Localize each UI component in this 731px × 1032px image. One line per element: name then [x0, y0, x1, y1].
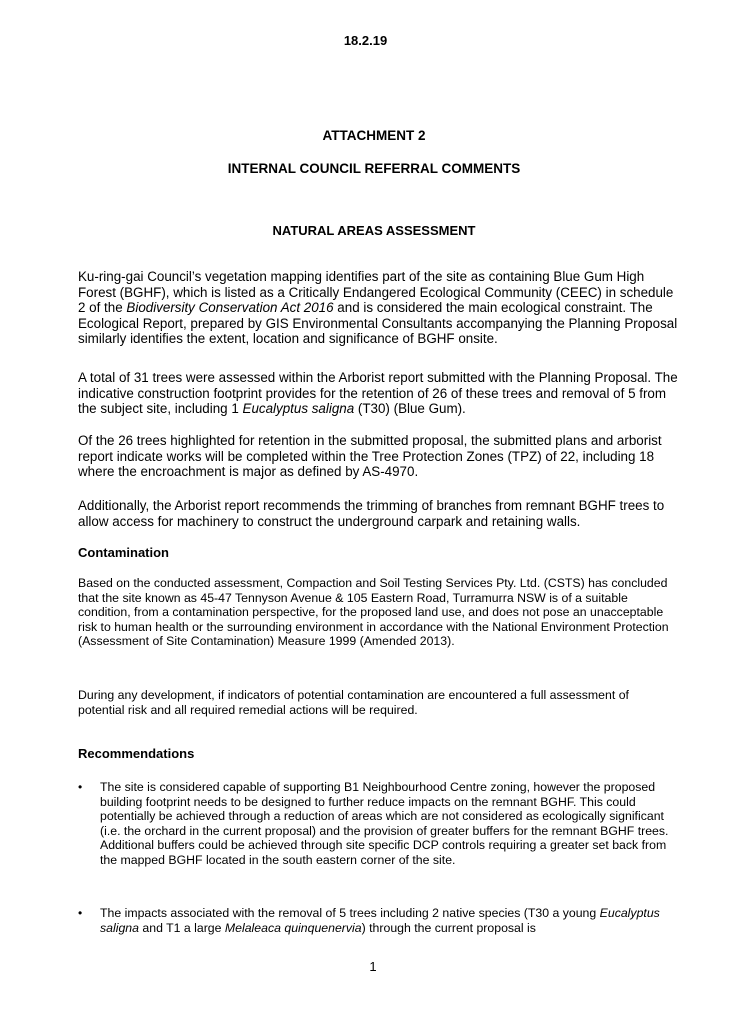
page-number: 1	[369, 959, 377, 974]
species-name: Eucalyptus saligna	[100, 906, 660, 935]
paragraph-branch-trimming: Additionally, the Arborist report recommends the trimming of branches from remnant BGHF trees to allow access for machinery to construct the underground carpark and retaining walls.	[78, 498, 665, 529]
bullet-icon: •	[78, 780, 83, 794]
attachment-title: ATTACHMENT 2	[322, 128, 426, 143]
list-item-text	[100, 906, 678, 935]
paragraph-text: and is considered the main ecological constraint. The Ecological Report, prepared by GIS Environmental Consultants accompanying the Planning Proposal similarly identifies the extent, location and significance of BGHF onsite.	[78, 300, 678, 347]
list-item-text-part: ) through the current proposal is	[361, 920, 536, 935]
paragraph-tree-retention: Of the 26 trees highlighted for retention in the submitted proposal, the submitted plans and arborist report indicate works will be completed within the Tree Protection Zones (TPZ) of 22, including 18 where the encroachment is major as defined by AS-4970.	[78, 433, 662, 480]
paragraph-contamination-development: During any development, if indicators of potential contamination are encountered a full assessment of potential risk and all required remedial actions will be required.	[78, 688, 629, 717]
recommendations-heading: Recommendations	[78, 746, 195, 761]
list-item-text-part: and T1 a large	[138, 920, 225, 935]
paragraph-vegetation-mapping	[78, 269, 678, 347]
paragraph-text: Ku-ring-gai Council’s vegetation mapping identifies part of the site as containing Blue Gum High Forest (BGHF), which is listed as a Critically Endangered Ecological Community (CEEC) in schedule 2 of the	[78, 269, 674, 316]
section-title: NATURAL AREAS ASSESSMENT	[272, 223, 476, 238]
paragraph-text: A total of 31 trees were assessed within the Arborist report submitted with the Planning Proposal. The indicative construction footprint provides for the retention of 26 of these trees and removal of 5 from the subject site, including 1	[78, 370, 678, 417]
species-name: Melaleaca quinquenervia	[224, 920, 362, 935]
bullet-icon: •	[78, 906, 83, 920]
list-item-text: The site is considered capable of supporting B1 Neighbourhood Centre zoning, however the proposed building footprint needs to be designed to further reduce impacts on the remnant BGHF. This could potentially be achieved through a reduction of areas which are not considered as ecologically significant (i.e. the orchard in the current proposal) and the provision of greater buffers for the remnant BGHF trees. Additional buffers could be achieved through site specific DCP controls requiring a greater set back from the mapped BGHF located in the south eastern corner of the site.	[100, 780, 669, 867]
species-name: Eucalyptus saligna	[242, 401, 355, 417]
act-name: Biodiversity Conservation Act 2016	[126, 300, 334, 316]
contamination-heading: Contamination	[78, 545, 169, 560]
list-item-text-part: The impacts associated with the removal of 5 trees including 2 native species (T30 a young	[100, 906, 600, 920]
document-date: 18.2.19	[343, 33, 388, 48]
paragraph-contamination-assessment: Based on the conducted assessment, Compaction and Soil Testing Services Pty. Ltd. (CSTS) has concluded that the site known as 45-47 Tennyson Avenue & 105 Eastern Road, Turramurra NSW is of a suitable condition, from a contamination perspective, for the proposed land use, and does not pose an unacceptable risk to human health or the surrounding environment in accordance with the National Environment Protection (Assessment of Site Contamination) Measure 1999 (Amended 2013).	[78, 576, 669, 649]
paragraph-text: (T30) (Blue Gum).	[354, 401, 466, 417]
attachment-subtitle: INTERNAL COUNCIL REFERRAL COMMENTS	[227, 161, 521, 176]
paragraph-trees-assessed	[78, 370, 678, 417]
